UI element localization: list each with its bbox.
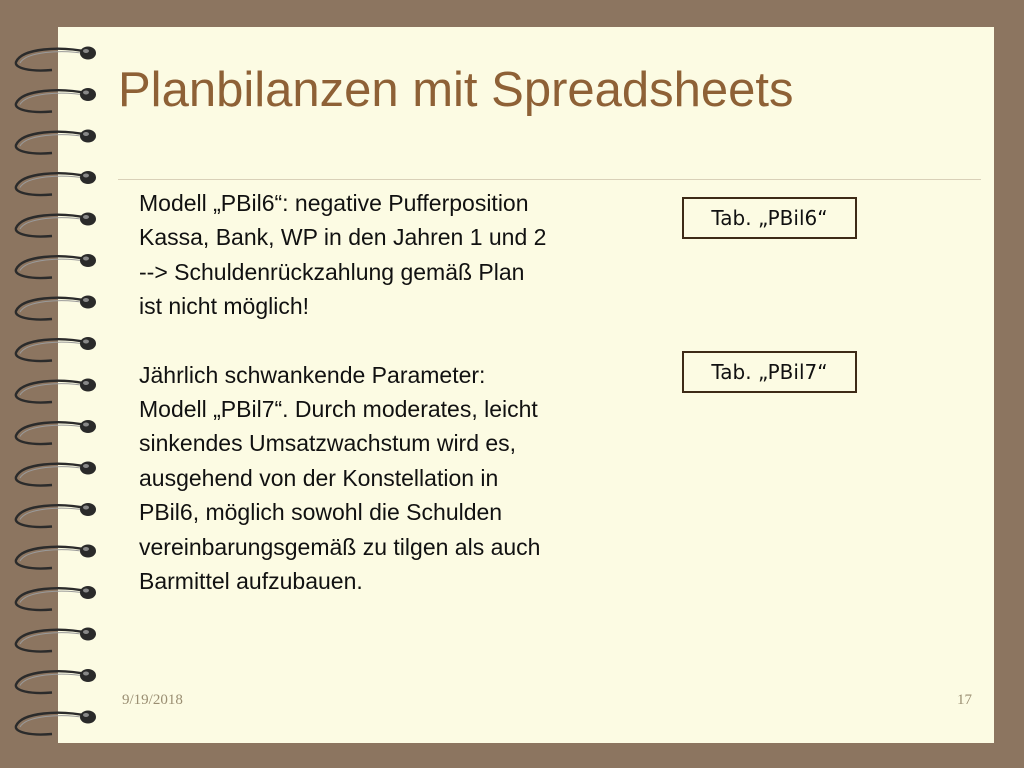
spiral-ring bbox=[16, 503, 96, 527]
spiral-ring bbox=[16, 379, 96, 403]
text-line: Modell „PBil7“. Durch moderates, leicht bbox=[139, 396, 538, 423]
text-line: Kassa, Bank, WP in den Jahren 1 und 2 bbox=[139, 224, 547, 251]
spiral-ring bbox=[16, 88, 96, 112]
text-line: Modell „PBil6“: negative Pufferposition bbox=[139, 190, 529, 216]
text-line: --> Schuldenrückzahlung gemäß Plan bbox=[139, 258, 525, 285]
spiral-ring bbox=[16, 711, 96, 735]
text-line: Jährlich schwankende Parameter: bbox=[139, 361, 486, 388]
paragraph-pbil6 bbox=[139, 186, 659, 324]
spiral-ring bbox=[16, 47, 96, 71]
text-line: PBil6, möglich sowohl die Schulden bbox=[139, 499, 503, 526]
spiral-ring bbox=[16, 628, 96, 652]
spiral-ring bbox=[16, 337, 96, 361]
text-line: sinkendes Umsatzwachstum wird es, bbox=[139, 430, 517, 457]
spiral-ring bbox=[16, 130, 96, 154]
title-divider bbox=[118, 179, 981, 180]
spiral-ring bbox=[16, 586, 96, 610]
text-line: ausgehend von der Konstellation in bbox=[139, 464, 499, 491]
spiral-ring bbox=[16, 213, 96, 237]
spiral-ring bbox=[16, 545, 96, 569]
text-line: Barmittel aufzubauen. bbox=[139, 568, 363, 595]
footer-date: 9/19/2018 bbox=[122, 692, 183, 708]
slide-title: Planbilanzen mit Spreadsheets bbox=[118, 63, 794, 117]
spiral-ring bbox=[16, 669, 96, 693]
slide-number: 17 bbox=[957, 692, 972, 708]
spiral-ring bbox=[16, 296, 96, 320]
slide-body bbox=[139, 186, 659, 598]
tab-pbil6-link[interactable]: Tab. „PBil6“ bbox=[682, 197, 857, 239]
paragraph-pbil7 bbox=[139, 358, 659, 599]
text-line: vereinbarungsgemäß zu tilgen als auch bbox=[139, 533, 541, 560]
tab-pbil7-link[interactable]: Tab. „PBil7“ bbox=[682, 351, 857, 393]
spiral-ring bbox=[16, 462, 96, 486]
spiral-ring bbox=[16, 171, 96, 195]
text-line: ist nicht möglich! bbox=[139, 293, 310, 320]
spiral-binding bbox=[0, 0, 110, 768]
spiral-ring bbox=[16, 254, 96, 278]
spiral-ring bbox=[16, 420, 96, 444]
